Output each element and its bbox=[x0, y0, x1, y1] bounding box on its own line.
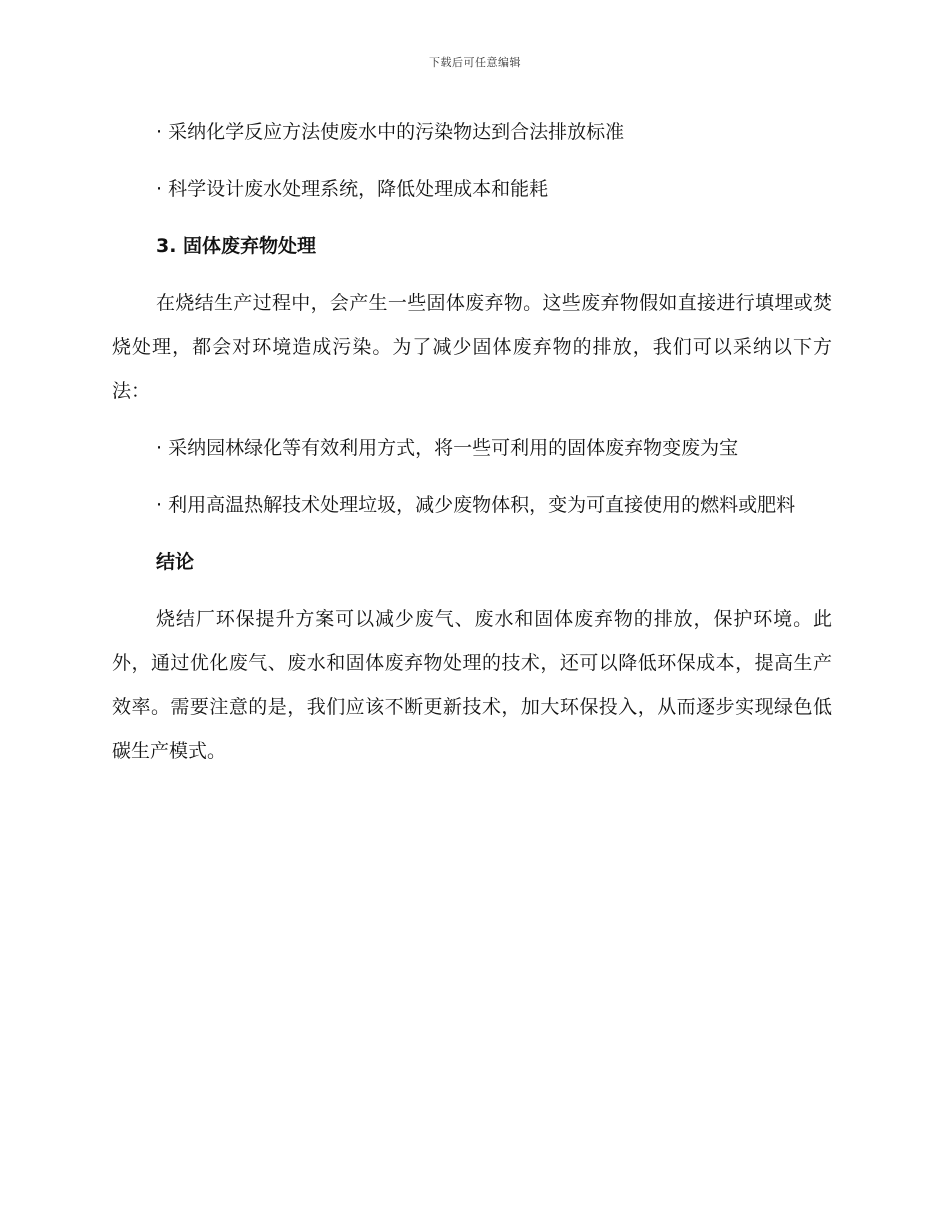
bullet-item: · 采纳化学反应方法使废水中的污染物达到合法排放标准 bbox=[156, 121, 625, 143]
section-heading: 3. 固体废弃物处理 bbox=[156, 235, 317, 257]
header-note: 下载后可任意编辑 bbox=[429, 56, 521, 69]
conclusion-heading: 结论 bbox=[156, 551, 195, 573]
bullet-item: · 采纳园林绿化等有效利用方式，将一些可利用的固体废弃物变废为宝 bbox=[156, 437, 739, 459]
conclusion-paragraph: 烧结厂环保提升方案可以减少废气、废水和固体废弃物的排放，保护环境。此外，通过优化废气、废水和固体废弃物处理的技术，还可以降低环保成本，提高生产效率。需要注意的是，我们应该不断更新技术，加大环保投入，从而逐步实现绿色低碳生产模式。 bbox=[112, 608, 832, 762]
bullet-item: · 科学设计废水处理系统，降低处理成本和能耗 bbox=[156, 178, 549, 200]
paragraph: 在烧结生产过程中，会产生一些固体废弃物。这些废弃物假如直接进行填埋或焚烧处理，都会对环境造成污染。为了减少固体废弃物的排放，我们可以采纳以下方法： bbox=[112, 292, 832, 402]
document-body bbox=[112, 110, 832, 786]
bullet-item: · 利用高温热解技术处理垃圾，减少废物体积，变为可直接使用的燃料或肥料 bbox=[156, 494, 796, 516]
